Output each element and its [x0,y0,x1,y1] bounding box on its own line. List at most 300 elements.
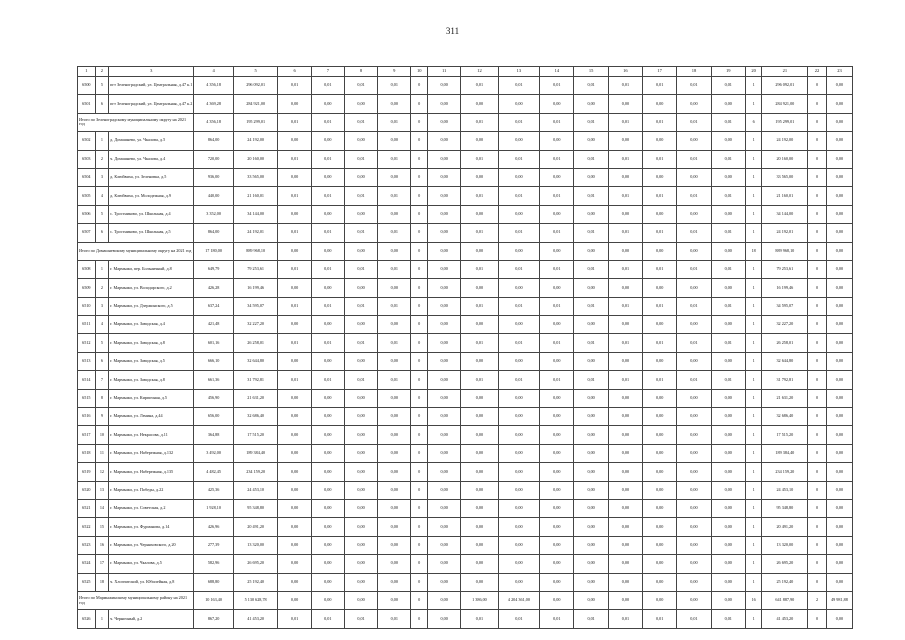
table-cell: 0,00 [278,352,311,370]
table-cell: 0,01 [344,371,377,389]
table-cell: 0 [411,95,428,113]
table-cell: 0,00 [278,408,311,426]
table-cell: 0,00 [344,279,377,297]
table-cell: 0,00 [711,132,745,150]
table-cell: 0,00 [461,132,498,150]
table-cell: 0,00 [344,518,377,536]
table-cell: 0,01 [498,260,540,278]
table-cell: 0,00 [711,518,745,536]
table-cell: 1 [745,95,762,113]
table-cell: 0,01 [608,610,642,628]
table-cell: 0,01 [643,113,677,131]
table-cell: 0,01 [344,150,377,168]
table-cell: 637,24 [194,297,233,315]
table-cell: 1 [745,132,762,150]
address-cell: г. Мармыжи, ул. Фурманова, д.14 [109,518,194,536]
table-cell: 0,01 [378,334,411,352]
table-cell: 0 [808,260,827,278]
table-cell: 0,00 [428,499,461,517]
table-cell: 0,00 [826,224,852,242]
table-cell: 1 [745,573,762,591]
table-cell: 3 [95,168,109,186]
table-cell: 0,00 [498,555,540,573]
table-cell: 0,00 [498,168,540,186]
table-cell: 0 [808,444,827,462]
table-cell: 20 491,20 [233,518,278,536]
table-cell: 0,01 [540,77,574,95]
table-cell: 1 386,00 [461,591,498,609]
table-cell: 0,00 [608,573,642,591]
table-cell: 656,00 [194,408,233,426]
address-cell: с. Тростниково, ул. Школьная, д.5 [109,224,194,242]
table-cell: 0,00 [428,481,461,499]
table-cell: 26 258,01 [233,334,278,352]
table-cell: 0,00 [574,444,608,462]
table-cell: 0,00 [574,573,608,591]
table-cell: 0,01 [711,77,745,95]
table-cell: 0,00 [643,389,677,407]
table-cell: 0,00 [278,426,311,444]
table-cell: 0,00 [498,426,540,444]
table-cell: 0,01 [378,224,411,242]
table-cell: 0,00 [643,132,677,150]
table-cell: 0,01 [643,77,677,95]
table-cell: 0,00 [540,481,574,499]
table-cell: 0,01 [540,113,574,131]
table-cell: 0,00 [378,408,411,426]
column-header: 22 [808,67,827,77]
table-cell: 5 130 628,78 [233,591,278,609]
table-cell: 1 [745,334,762,352]
table-cell: 4 482,45 [194,463,233,481]
table-cell: 0,00 [498,279,540,297]
table-cell: 1 [745,499,762,517]
table-cell: 234 159,20 [762,463,808,481]
table-cell: 17 180,00 [194,242,233,260]
table-cell: 2 [95,279,109,297]
table-row [78,371,853,389]
table-cell: 0,00 [278,389,311,407]
column-header: 13 [498,67,540,77]
table-cell: 0,00 [498,316,540,334]
address-cell: г. Мармыжи, ул. Советская, д.2 [109,499,194,517]
table-cell: 0,00 [378,573,411,591]
table-cell: 425,36 [194,481,233,499]
table-cell: 6509 [78,279,96,297]
table-row [78,150,853,168]
table-cell: 0,00 [677,499,711,517]
table-cell: 0,00 [643,555,677,573]
table-cell: 6502 [78,132,96,150]
table-cell: 0,00 [461,168,498,186]
table-cell: 0,00 [498,573,540,591]
table-cell: 0,00 [608,242,642,260]
table-cell: 0,00 [311,463,344,481]
table-cell: 688,80 [194,573,233,591]
table-cell: 0 [808,205,827,223]
table-cell: 0,01 [608,371,642,389]
table-cell: 189 384,40 [233,444,278,462]
table-cell: 0,01 [608,260,642,278]
table-cell: 0,00 [311,499,344,517]
table-cell: 0 [808,168,827,186]
table-cell: 6 [95,95,109,113]
table-cell: 0,01 [378,187,411,205]
table-cell: 0,01 [540,610,574,628]
table-cell: 0,01 [643,334,677,352]
table-cell: 0,01 [677,224,711,242]
table-cell: 0,01 [378,297,411,315]
table-cell: 4 369,28 [194,95,233,113]
table-cell: 0,00 [608,95,642,113]
table-cell: 0,00 [428,224,461,242]
table-cell: 79 253,61 [233,260,278,278]
table-cell: 0,00 [461,95,498,113]
table-cell: 0,01 [311,297,344,315]
table-cell: 0,01 [574,150,608,168]
column-header: 16 [608,67,642,77]
table-cell: 0,01 [574,224,608,242]
table-cell: 0,01 [498,610,540,628]
table-cell: 0,00 [428,444,461,462]
table-cell: 0,01 [278,260,311,278]
table-cell: 0,00 [311,481,344,499]
table-cell: 0 [411,352,428,370]
table-cell: 0,01 [608,224,642,242]
table-cell: 0,01 [278,334,311,352]
table-cell: 0,01 [608,334,642,352]
table-cell: 0,00 [278,591,311,609]
column-header: 2 [95,67,109,77]
table-cell: 0,00 [711,168,745,186]
column-header: 7 [311,67,344,77]
table-cell: 0 [411,389,428,407]
table-cell: 0,00 [378,168,411,186]
table-cell: 0 [808,132,827,150]
table-cell: 0,00 [428,408,461,426]
table-cell: 0,00 [826,426,852,444]
table-cell: 0,01 [311,113,344,131]
table-cell: 867,20 [194,610,233,628]
table-cell: 0,01 [574,77,608,95]
table-cell: 6500 [78,77,96,95]
table-cell: 14 [95,499,109,517]
table-cell: 0,00 [826,463,852,481]
table-cell: 6512 [78,334,96,352]
table-row [78,518,853,536]
table-cell: 1 [745,279,762,297]
table-cell: 0,00 [711,352,745,370]
table-cell: 3 492,00 [194,444,233,462]
table-cell: 0,00 [461,444,498,462]
table-cell: 0,00 [278,499,311,517]
table-cell: 0,00 [540,205,574,223]
table-cell: 0,00 [711,242,745,260]
table-cell: 0,01 [711,297,745,315]
table-cell: 0 [808,555,827,573]
table-cell: 17 515,20 [233,426,278,444]
table-cell: 21 160,01 [233,187,278,205]
table-cell: 0,01 [461,77,498,95]
table-cell: 0,00 [278,95,311,113]
table-cell: 1 [745,352,762,370]
table-cell: 6510 [78,297,96,315]
table-cell: 0,01 [378,150,411,168]
table-cell: 0,00 [643,444,677,462]
address-cell: г. Мармыжи, ул. Заводская, д.8 [109,371,194,389]
table-cell: 6519 [78,463,96,481]
table-cell: 0,00 [428,573,461,591]
table-cell: 1 [745,408,762,426]
table-cell: 0,01 [344,260,377,278]
table-cell: 0,00 [826,371,852,389]
table-cell: 0,01 [711,610,745,628]
table-cell: 0,00 [278,316,311,334]
table-cell: 17 [95,555,109,573]
table-total-row [78,591,853,609]
table-cell: 1 [745,224,762,242]
table-cell: 582,96 [194,555,233,573]
total-label: Итого по Мармыжинскому муниципальному району на 2021 год [78,591,194,609]
table-cell: 13 320,00 [762,536,808,554]
table-cell: 0,01 [311,187,344,205]
table-cell: 0,00 [428,77,461,95]
table-cell: 0,00 [311,555,344,573]
column-header: 8 [344,67,377,77]
table-cell: 24 192,00 [762,132,808,150]
table-cell: 0,00 [711,481,745,499]
table-cell: 0,00 [378,426,411,444]
table-cell: 0,00 [608,352,642,370]
table-cell: 20 160,00 [233,150,278,168]
table-cell: 0,01 [608,113,642,131]
table-cell: 889 968,10 [233,242,278,260]
table-cell: 95 348,80 [762,499,808,517]
table-cell: 6506 [78,205,96,223]
table-cell: 0,00 [540,132,574,150]
table-cell: 0,01 [643,224,677,242]
table-cell: 601,16 [194,334,233,352]
table-cell: 6518 [78,444,96,462]
table-cell: 4 [95,187,109,205]
table-cell: 0,01 [643,297,677,315]
table-cell: 6515 [78,389,96,407]
table-cell: 0 [411,260,428,278]
address-cell: г. Мармыжи, ул. Володарского, д.2 [109,279,194,297]
table-cell: 0,00 [711,316,745,334]
table-cell: 16 [95,536,109,554]
table-cell: 0,00 [461,499,498,517]
table-cell: 0,00 [344,555,377,573]
table-cell: 6522 [78,518,96,536]
table-cell: 0,00 [461,389,498,407]
table-cell: 0,00 [643,95,677,113]
table-cell: 0,00 [428,389,461,407]
table-cell: 41 453,20 [762,610,808,628]
table-cell: 0,00 [540,95,574,113]
table-cell: 0,00 [378,352,411,370]
table-cell: 4 356,18 [194,77,233,95]
table-cell: 0,01 [344,187,377,205]
table-row [78,610,853,628]
table-cell: 0,00 [311,591,344,609]
address-cell: г. Мармыжи, ул. Черняховского, д.20 [109,536,194,554]
table-cell: 6 [745,113,762,131]
table-cell: 21 160,01 [762,187,808,205]
table-cell: 0,01 [498,113,540,131]
table-cell: 0,01 [711,224,745,242]
table-cell: 0,00 [278,555,311,573]
table-cell: 0 [411,591,428,609]
table-cell: 0,00 [677,352,711,370]
table-row [78,132,853,150]
address-cell: г. Мармыжи, ул. Набережная, д.135 [109,463,194,481]
table-cell: 0,01 [461,297,498,315]
table-cell: 0,00 [608,132,642,150]
table-cell: 17 515,20 [762,426,808,444]
table-cell: 0,00 [643,205,677,223]
table-cell: 364,88 [194,426,233,444]
table-cell: 4 204 361,00 [498,591,540,609]
table-cell: 0 [808,371,827,389]
table-cell: 0,01 [711,334,745,352]
table-cell: 24 192,00 [233,132,278,150]
table-body [78,67,853,629]
table-cell: 0,00 [378,132,411,150]
table-cell: 6513 [78,352,96,370]
table-cell: 6521 [78,499,96,517]
column-header: 6 [278,67,311,77]
table-cell: 666,10 [194,352,233,370]
table-cell: 0,01 [677,187,711,205]
table-cell: 0,00 [311,389,344,407]
table-cell: 0,01 [311,371,344,389]
table-cell: 0,01 [378,371,411,389]
table-cell: 440,00 [194,187,233,205]
table-cell: 0,00 [428,279,461,297]
table-cell: 0,01 [278,113,311,131]
table-cell: 4 356,18 [194,113,233,131]
table-cell: 889 968,10 [762,242,808,260]
table-cell: 6503 [78,150,96,168]
table-total-row [78,113,853,131]
table-cell: 0,00 [574,463,608,481]
table-cell: 0,01 [643,371,677,389]
table-cell: 1 [745,555,762,573]
table-cell: 0,00 [711,591,745,609]
table-cell: 0,01 [574,334,608,352]
table-cell: 0,00 [278,518,311,536]
table-cell: 0,00 [608,408,642,426]
table-cell: 296 092,01 [762,77,808,95]
table-cell: 0,00 [608,426,642,444]
table-cell: 0,01 [677,371,711,389]
table-cell: 0 [808,297,827,315]
table-cell: 6504 [78,168,96,186]
table-cell: 296 092,01 [233,77,278,95]
table-cell: 0 [411,481,428,499]
table-cell: 0 [411,444,428,462]
table-cell: 0,00 [278,536,311,554]
table-cell: 0,00 [826,555,852,573]
table-cell: 0 [411,371,428,389]
table-cell: 0,00 [677,518,711,536]
table-cell: 0,00 [498,408,540,426]
table-cell: 0,01 [677,113,711,131]
address-cell: ч. Хлопчатский, ул. Юбилейная, д.8 [109,573,194,591]
table-cell: 0,01 [498,297,540,315]
table-cell: 0,00 [311,95,344,113]
table-cell: 0,01 [540,334,574,352]
table-cell: 0,00 [461,205,498,223]
table-cell: 0,00 [378,499,411,517]
table-row [78,168,853,186]
address-cell: г. Мармыжи, ул. Кирпичная, д.5 [109,389,194,407]
table-row [78,77,853,95]
table-cell: 0,00 [344,205,377,223]
table-cell: 0,00 [311,408,344,426]
column-header: 18 [677,67,711,77]
table-cell: 0,00 [428,591,461,609]
table-cell: 0,01 [643,260,677,278]
table-cell: 0 [411,224,428,242]
table-cell: 5 [95,334,109,352]
table-cell: 0,00 [428,150,461,168]
table-cell: 0,00 [461,352,498,370]
table-cell: 6526 [78,610,96,628]
table-cell: 0,00 [311,536,344,554]
table-cell: 284 921,00 [233,95,278,113]
table-cell: 0,00 [826,150,852,168]
table-cell: 32 227,20 [233,316,278,334]
table-cell: 1 [745,187,762,205]
table-cell: 0 [411,316,428,334]
table-cell: 0,00 [344,95,377,113]
table-cell: 0,00 [826,334,852,352]
table-cell: 24 453,10 [233,481,278,499]
table-cell: 0,00 [826,573,852,591]
table-cell: 6508 [78,260,96,278]
table-cell: 0,00 [540,463,574,481]
table-cell: 0 [411,132,428,150]
table-cell: 31 792,81 [233,371,278,389]
table-cell: 0,00 [608,555,642,573]
table-cell: 0,00 [428,610,461,628]
table-cell: 0,01 [711,371,745,389]
table-cell: 0,00 [677,444,711,462]
table-cell: 0 [411,555,428,573]
table-cell: 1 [745,463,762,481]
table-cell: 0,00 [461,463,498,481]
table-cell: 0,00 [378,444,411,462]
column-header: 9 [378,67,411,77]
table-cell: 0,00 [643,499,677,517]
table-cell: 1 [745,426,762,444]
table-cell: 1 [745,260,762,278]
table-row [78,205,853,223]
table-cell: 0,00 [826,187,852,205]
table-cell: 16 [745,591,762,609]
table-cell: 1 [745,610,762,628]
table-cell: 0,00 [278,481,311,499]
table-cell: 0,00 [826,499,852,517]
table-cell: 15 [95,518,109,536]
table-cell: 0 [411,518,428,536]
table-cell: 0,01 [378,610,411,628]
table-cell: 26 695,20 [762,555,808,573]
table-cell: 195 299,01 [762,113,808,131]
column-header: 17 [643,67,677,77]
